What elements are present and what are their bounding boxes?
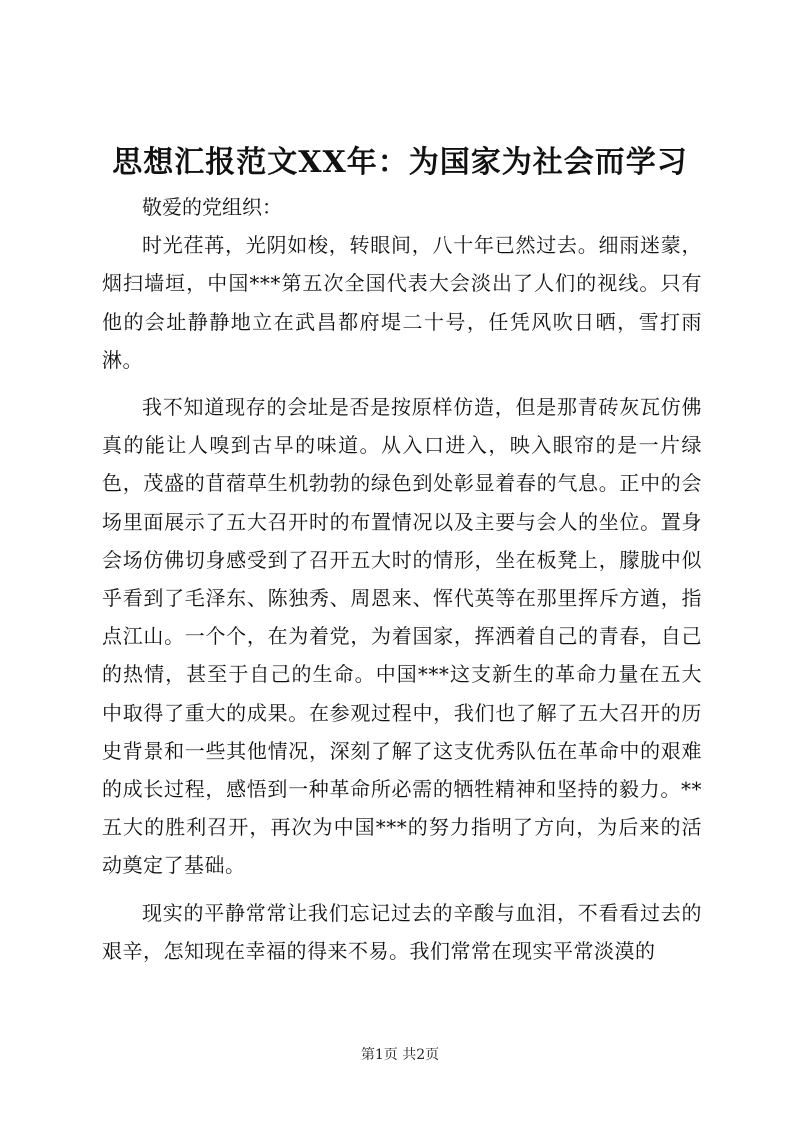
paragraph-2: 我不知道现存的会址是否是按原样仿造，但是那青砖灰瓦仿佛真的能让人嗅到古早的味道。从入口进入，映入眼帘的是一片绿色，茂盛的苜蓿草生机勃勃的绿色到处彰显着春的气息。正中的会场里面展示了五大召开时的布置情况以及主要与会人的坐位。置身会场仿佛切身感受到了召开五大时的情形，坐在板凳上，朦胧中似乎看到了毛泽东、陈独秀、周恩来、恽代英等在那里挥斥方遒，指点江山。一个个，在为着党，为着国家，挥洒着自己的青春，自己的热情，甚至于自己的生命。中国***这支新生的革命力量在五大中取得了重大的成果。在参观过程中，我们也了解了五大召开的历史背景和一些其他情况，深刻了解了这支优秀队伍在革命中的艰难的成长过程，感悟到一种革命所必需的牺牲精神和坚持的毅力。**五大的胜利召开，再次为中国***的努力指明了方向，为后来的活动奠定了基础。 xyxy=(102,395,702,878)
document-title: 思想汇报范文XX年：为国家为社会而学习 xyxy=(112,145,688,180)
paragraph-1: 时光荏苒，光阴如梭，转眼间，八十年已然过去。细雨迷蒙，烟扫墙垣，中国***第五次全国代表大会淡出了人们的视线。只有他的会址静静地立在武昌都府堤二十号，任凭风吹日晒，雪打雨淋。 xyxy=(102,233,702,372)
paragraph-3: 现实的平静常常让我们忘记过去的辛酸与血泪，不看看过去的艰辛，怎知现在幸福的得来不易。我们常常在现实平常淡漠的 xyxy=(102,900,702,963)
salutation: 敬爱的党组织： xyxy=(142,195,282,219)
page-number-footer: 第1页 共2页 xyxy=(360,1047,440,1063)
document-body xyxy=(102,188,702,970)
